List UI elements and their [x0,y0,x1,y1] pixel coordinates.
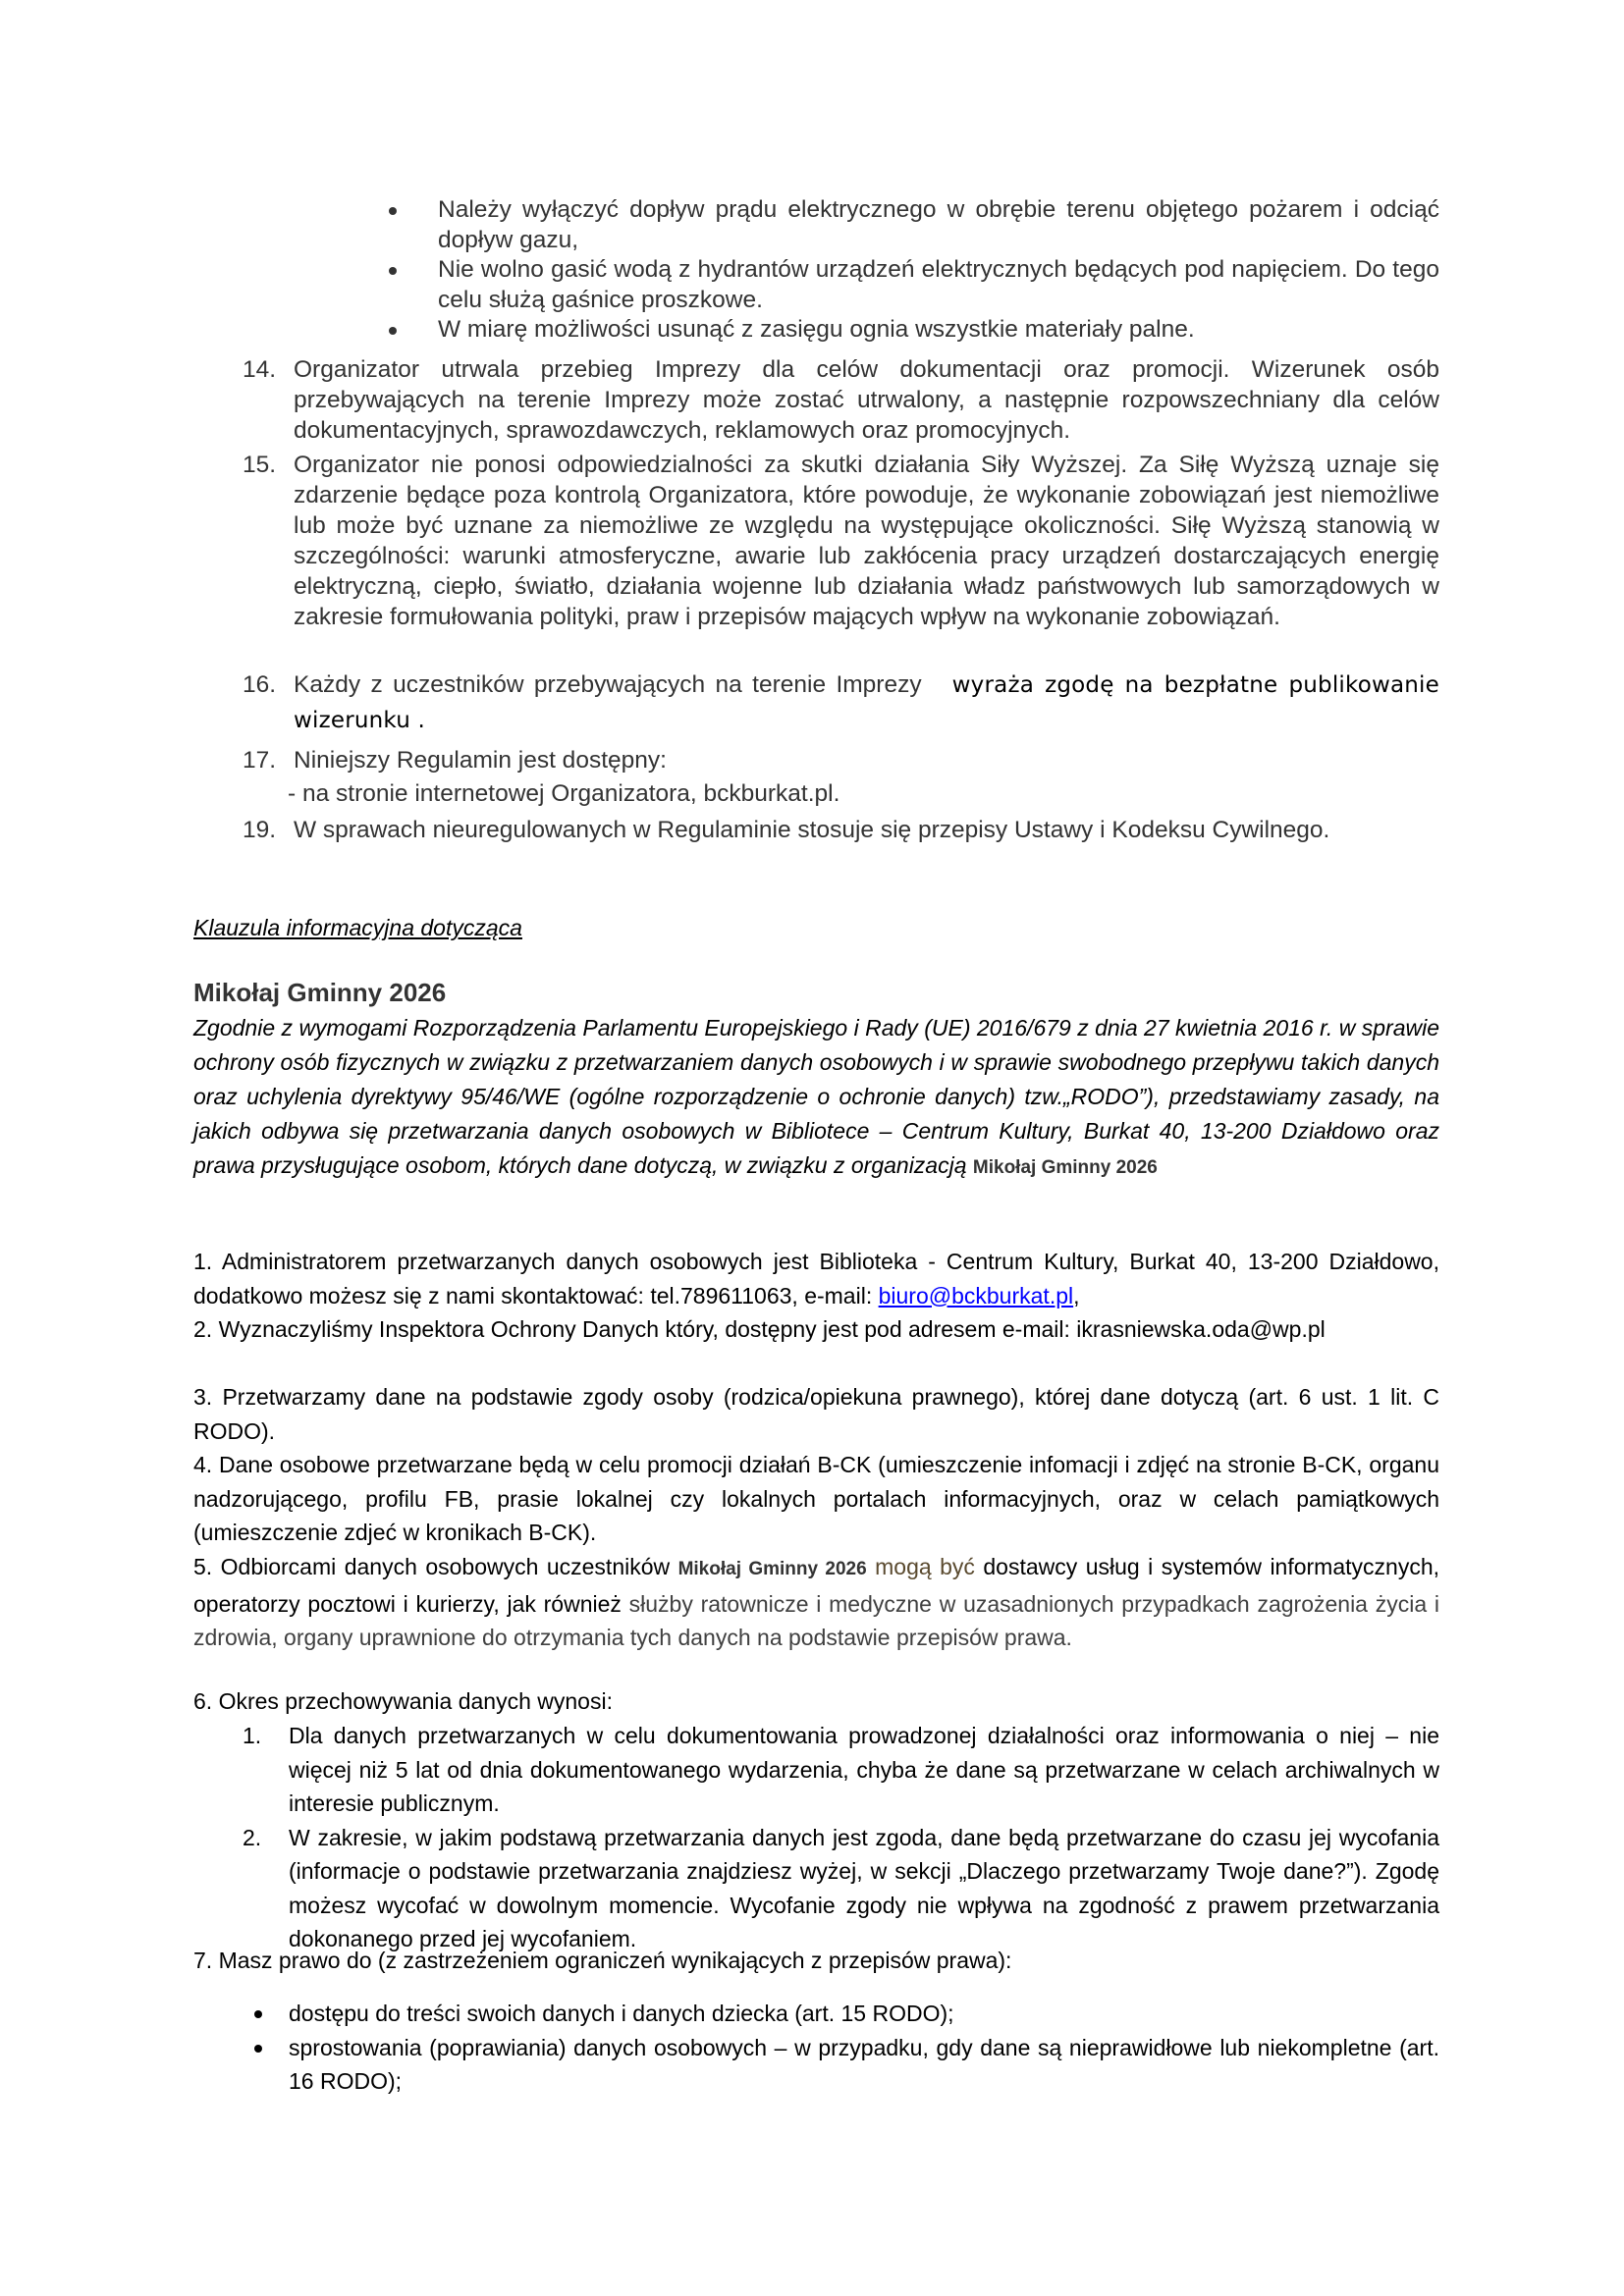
retention-item [193,1821,1439,1956]
item-text: sprostowania (poprawiania) danych osobowych – w przypadku, gdy dane są nieprawidłowe lub niekompletne (art. 16 RODO); [289,2034,1439,2094]
retention-list [193,1719,1439,1956]
bullet-text: W miarę możliwości usunąć z zasięgu ognia wszystkie materiały palne. [438,316,1195,343]
item-number: 17. [243,747,277,774]
regulation-item-14 [243,354,1439,446]
clause-point-6: 6. Okres przechowywania danych wynosi: [193,1688,613,1714]
consent-text: wyraża zgodę na bezpłatne publikowanie wizerunku . [294,672,1440,733]
clause-point-5 [193,1550,1439,1655]
regulation-item-15 [243,450,1439,632]
point-text: 5. Odbiorcami danych osobowych uczestników [193,1554,678,1579]
intro-text: Zgodnie z wymogami Rozporządzenia Parlamentu Europejskiego i Rady (UE) 2016/679 z dnia 27 kwietnia 2016 r. w sprawie ochrony osób fizycznych w związku z przetwarzaniem danych osobowych i w sprawie swobodnego przepływu takich danych oraz uchylenia dyrektywy 95/46/WE (ogólne rozporządzenie o ochronie danych) tzw.„RODO”), przedstawiamy zasady, na jakich odbywa się przetwarzania danych osobowych w Bibliotece – Centrum Kultury, Burkat 40, 13-200 Działdowo oraz prawa przysługujące osobom, których dane dotyczą, w związku z organizacją [193,1015,1439,1178]
item-number: 1. [243,1723,262,1748]
bullet-icon [254,2045,262,2053]
event-title: Mikołaj Gminny 2026 [193,978,447,1007]
rights-list [193,1997,1439,2099]
item-number: 14. [243,356,277,383]
clause-intro [193,1011,1439,1185]
item-number: 16. [243,671,277,698]
regulation-item-16 [243,667,1439,738]
clause-point-7: 7. Masz prawo do (z zastrzeżeniem ograniczeń wynikających z przepisów prawa): [193,1948,1012,1973]
bullet-icon [254,2010,262,2018]
event-name-inline: Mikołaj Gminny 2026 [677,1559,867,1579]
item-text-part: Każdy z uczestników przebywających na terenie Imprezy [294,671,922,698]
website-line: - na stronie internetowej Organizatora, bckburkat.pl. [288,780,840,807]
item-text: W sprawach nieuregulowanych w Regulaminie stosuje się przepisy Ustawy i Kodeksu Cywilnego. [294,817,1330,843]
fire-bullet-item [383,194,1439,255]
email-link[interactable]: biuro@bckburkat.pl [878,1282,1074,1308]
item-text: Organizator utrwala przebieg Imprezy dla celów dokumentacji oraz promocji. Wizerunek osób przebywających na terenie Imprezy może zostać utrwalony, a następnie rozpowszechniany dla celów dokumentacyjnych, sprawozdawczych, reklamowych oraz promocyjnych. [294,356,1439,444]
item-text: Dla danych przetwarzanych w celu dokumentowania prowadzonej działalności oraz informowania o niej – nie więcej niż 5 lat od dnia dokumentowanego wydarzenia, chyba że dane są przetwarzane w celach archiwalnych w interesie publicznym. [289,1723,1439,1816]
clause-point-4: 4. Dane osobowe przetwarzane będą w celu promocji działań B-CK (umieszczenie infomacji i zdjęć na stronie B-CK, organu nadzorującego, profilu FB, prasie lokalnej czy lokalnych portalach informacyjnych, oraz w celach pamiątkowych (umieszczenie zdjeć w kronikach B-CK). [193,1452,1439,1545]
rights-item [193,2031,1439,2099]
retention-item [193,1719,1439,1821]
point-tail: , [1073,1282,1080,1308]
clause-point-1 [193,1245,1439,1312]
item-text: Niniejszy Regulamin jest dostępny: [294,747,667,774]
regulation-item-17 [243,745,1439,809]
item-number: 2. [243,1824,262,1850]
item-number: 15. [243,452,277,478]
fire-bullet-item [383,254,1439,315]
item-text [294,667,1439,738]
fire-bullet-item [383,314,1439,345]
point-text: dostawcy usług i systemów informatycznych, operatorzy pocztowi i kurierzy, jak również [193,1554,1439,1617]
clause-point-2: 2. Wyznaczyliśmy Inspektora Ochrony Danych który, dostępny jest pod adresem e-mail: ikrasniewska.oda@wp.pl [193,1316,1326,1342]
item-text: W zakresie, w jakim podstawą przetwarzania danych jest zgoda, dane będą przetwarzane do czasu jej wycofania (informacje o podstawie przetwarzania znajdziesz wyżej, w sekcji „Dlaczego przetwarzamy Twoje dane?”). Zgodę możesz wycofać w dowolnym momencie. Wycofanie zgody nie wpływa na zgodność z prawem przetwarzania dokonanego przed jej wycofaniem. [289,1824,1439,1951]
bullet-text: Nie wolno gasić wodą z hydrantów urządzeń elektrycznych będących pod napięciem. Do tego celu służą gaśnice proszkowe. [438,256,1439,313]
clause-point-3: 3. Przetwarzamy dane na podstawie zgody osoby (rodzica/opiekuna prawnego), której dane dotyczą (art. 6 ust. 1 lit. C RODO). [193,1384,1439,1444]
item-number: 19. [243,817,277,843]
event-name-inline: Mikołaj Gminny 2026 [972,1157,1158,1178]
bullet-text: Należy wyłączyć dopływ prądu elektrycznego w obrębie terenu objętego pożarem i odciąć dopływ gazu, [438,196,1439,253]
rights-item [193,1997,1439,2031]
clause-heading: Klauzula informacyjna dotycząca [193,915,522,940]
regulation-item-19 [243,815,1439,845]
point-text-gray: służby ratownicze i medyczne w uzasadnionych przypadkach zagrożenia życia i zdrowia, organy uprawnione do otrzymania tych danych na podstawie przepisów prawa. [193,1590,1439,1650]
point-text-brown: mogą być [866,1554,975,1579]
item-text: Organizator nie ponosi odpowiedzialności za skutki działania Siły Wyższej. Za Siłę Wyższą uznaje się zdarzenie będące poza kontrolą Organizatora, które powoduje, że wykonanie zobowiązań jest niemożliwe lub może być uznane za niemożliwe ze względu na występujące okoliczności. Siłę Wyższą stanowią w szczególności: warunki atmosferyczne, awarie lub zakłócenia pracy urządzeń dostarczających energię elektryczną, ciepło, światło, działania wojenne lub działania władz państwowych lub samorządowych w zakresie formułowania polityki, praw i przepisów mających wpływ na wykonanie zobowiązań. [294,452,1439,630]
point-text: 1. Administratorem przetwarzanych danych osobowych jest Biblioteka - Centrum Kultury, Burkat 40, 13-200 Działdowo, dodatkowo możesz się z nami skontaktować: tel.789611063, e-mail: [193,1249,1439,1308]
item-text: dostępu do treści swoich danych i danych dziecka (art. 15 RODO); [289,2001,954,2026]
